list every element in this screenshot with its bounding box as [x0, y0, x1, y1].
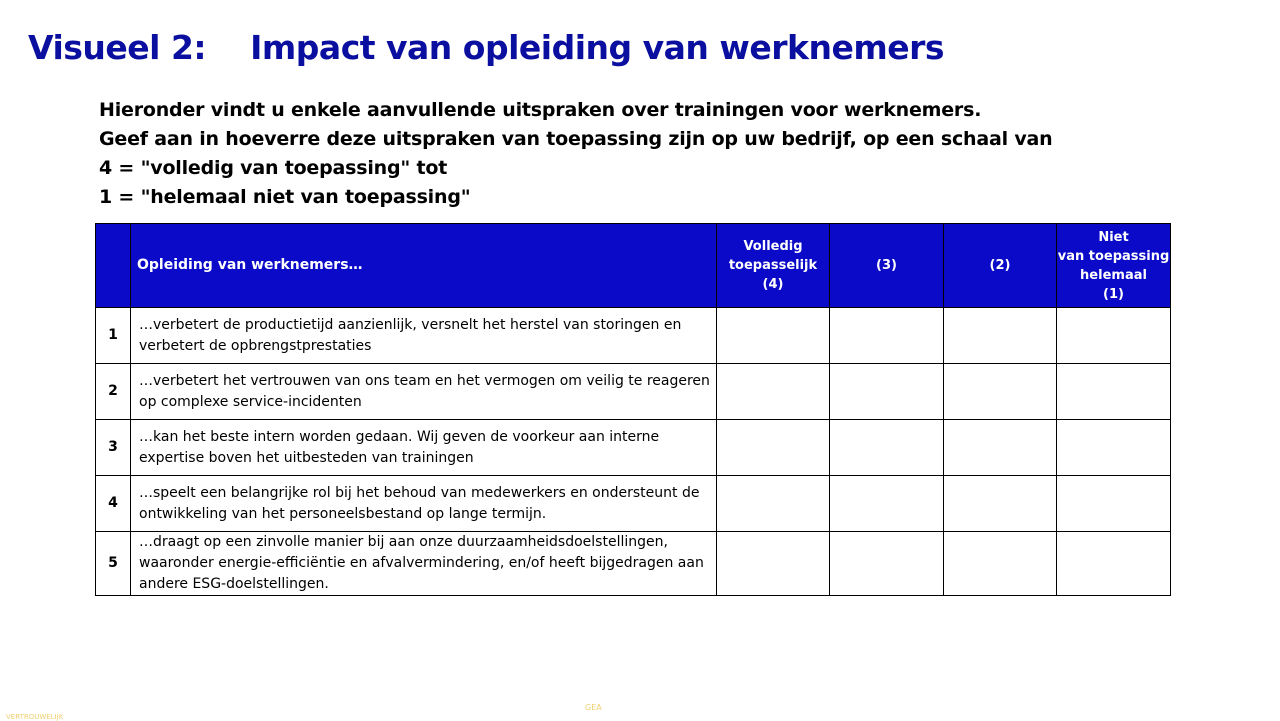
rating-cell-1[interactable] [1057, 420, 1171, 476]
rating-cell-4[interactable] [717, 420, 830, 476]
rating-cell-1[interactable] [1057, 308, 1171, 364]
row-number: 5 [96, 532, 131, 596]
header-col-1-line: (1) [1103, 286, 1124, 302]
rating-cell-3[interactable] [830, 420, 944, 476]
header-col-1-line: van toepassing [1057, 248, 1170, 264]
rating-cell-3[interactable] [830, 364, 944, 420]
rating-cell-1[interactable] [1057, 364, 1171, 420]
rating-cell-4[interactable] [717, 308, 830, 364]
intro-line: 4 = "volledig van toepassing" tot [99, 157, 448, 179]
rating-cell-2[interactable] [944, 476, 1057, 532]
row-statement: …draagt op een zinvolle manier bij aan onze duurzaamheidsdoelstellingen, waaronder energie-efficiëntie en afvalvermindering, en/of heeft bijgedragen aan andere ESG-doelstellingen. [131, 532, 717, 596]
rating-cell-4[interactable] [717, 364, 830, 420]
header-num [96, 224, 131, 308]
header-col-4-line: (4) [762, 277, 784, 292]
header-col-4 [717, 224, 830, 308]
header-statement: Opleiding van werknemers… [131, 224, 717, 308]
survey-table [95, 223, 1171, 596]
footer-brand: GEA [585, 703, 602, 712]
rating-cell-2[interactable] [944, 364, 1057, 420]
intro-text [99, 96, 1052, 212]
row-statement: …verbetert het vertrouwen van ons team en het vermogen om veilig te reageren op complexe service-incidenten [131, 364, 717, 420]
rating-cell-3[interactable] [830, 532, 944, 596]
table-row [96, 532, 1171, 596]
intro-line: Geef aan in hoeverre deze uitspraken van toepassing zijn op uw bedrijf, op een schaal van [99, 128, 1053, 150]
rating-cell-2[interactable] [944, 532, 1057, 596]
rating-cell-4[interactable] [717, 476, 830, 532]
rating-cell-1[interactable] [1057, 476, 1171, 532]
rating-cell-2[interactable] [944, 308, 1057, 364]
table-row [96, 364, 1171, 420]
slide-title-main: Impact van opleiding van werknemers [250, 28, 945, 67]
row-number: 3 [96, 420, 131, 476]
slide-title-prefix: Visueel 2: [28, 28, 207, 67]
intro-line: 1 = "helemaal niet van toepassing" [99, 186, 471, 208]
header-col-1-line: Niet [1098, 229, 1129, 245]
row-statement: …kan het beste intern worden gedaan. Wij geven de voorkeur aan interne expertise boven het uitbesteden van trainingen [131, 420, 717, 476]
intro-line: Hieronder vindt u enkele aanvullende uitspraken over trainingen voor werknemers. [99, 99, 982, 121]
row-number: 4 [96, 476, 131, 532]
table-header-row [96, 224, 1171, 308]
header-col-1 [1057, 224, 1171, 308]
table-row [96, 308, 1171, 364]
table-row [96, 476, 1171, 532]
header-col-4-line: toepasselijk [728, 258, 818, 273]
rating-cell-4[interactable] [717, 532, 830, 596]
row-statement: …speelt een belangrijke rol bij het behoud van medewerkers en ondersteunt de ontwikkeling van het personeelsbestand op lange termijn. [131, 476, 717, 532]
header-col-1-line: helemaal [1080, 267, 1147, 283]
row-statement: …verbetert de productietijd aanzienlijk, versnelt het herstel van storingen en verbetert de opbrengstprestaties [131, 308, 717, 364]
slide-title [28, 28, 944, 67]
rating-cell-3[interactable] [830, 476, 944, 532]
rating-cell-1[interactable] [1057, 532, 1171, 596]
header-col-2: (2) [944, 224, 1057, 308]
rating-cell-3[interactable] [830, 308, 944, 364]
row-number: 2 [96, 364, 131, 420]
header-col-4-line: Volledig [743, 239, 803, 254]
header-col-3: (3) [830, 224, 944, 308]
footer-confidential: VERTROUWELIJK [6, 713, 64, 721]
row-number: 1 [96, 308, 131, 364]
table-row [96, 420, 1171, 476]
rating-cell-2[interactable] [944, 420, 1057, 476]
